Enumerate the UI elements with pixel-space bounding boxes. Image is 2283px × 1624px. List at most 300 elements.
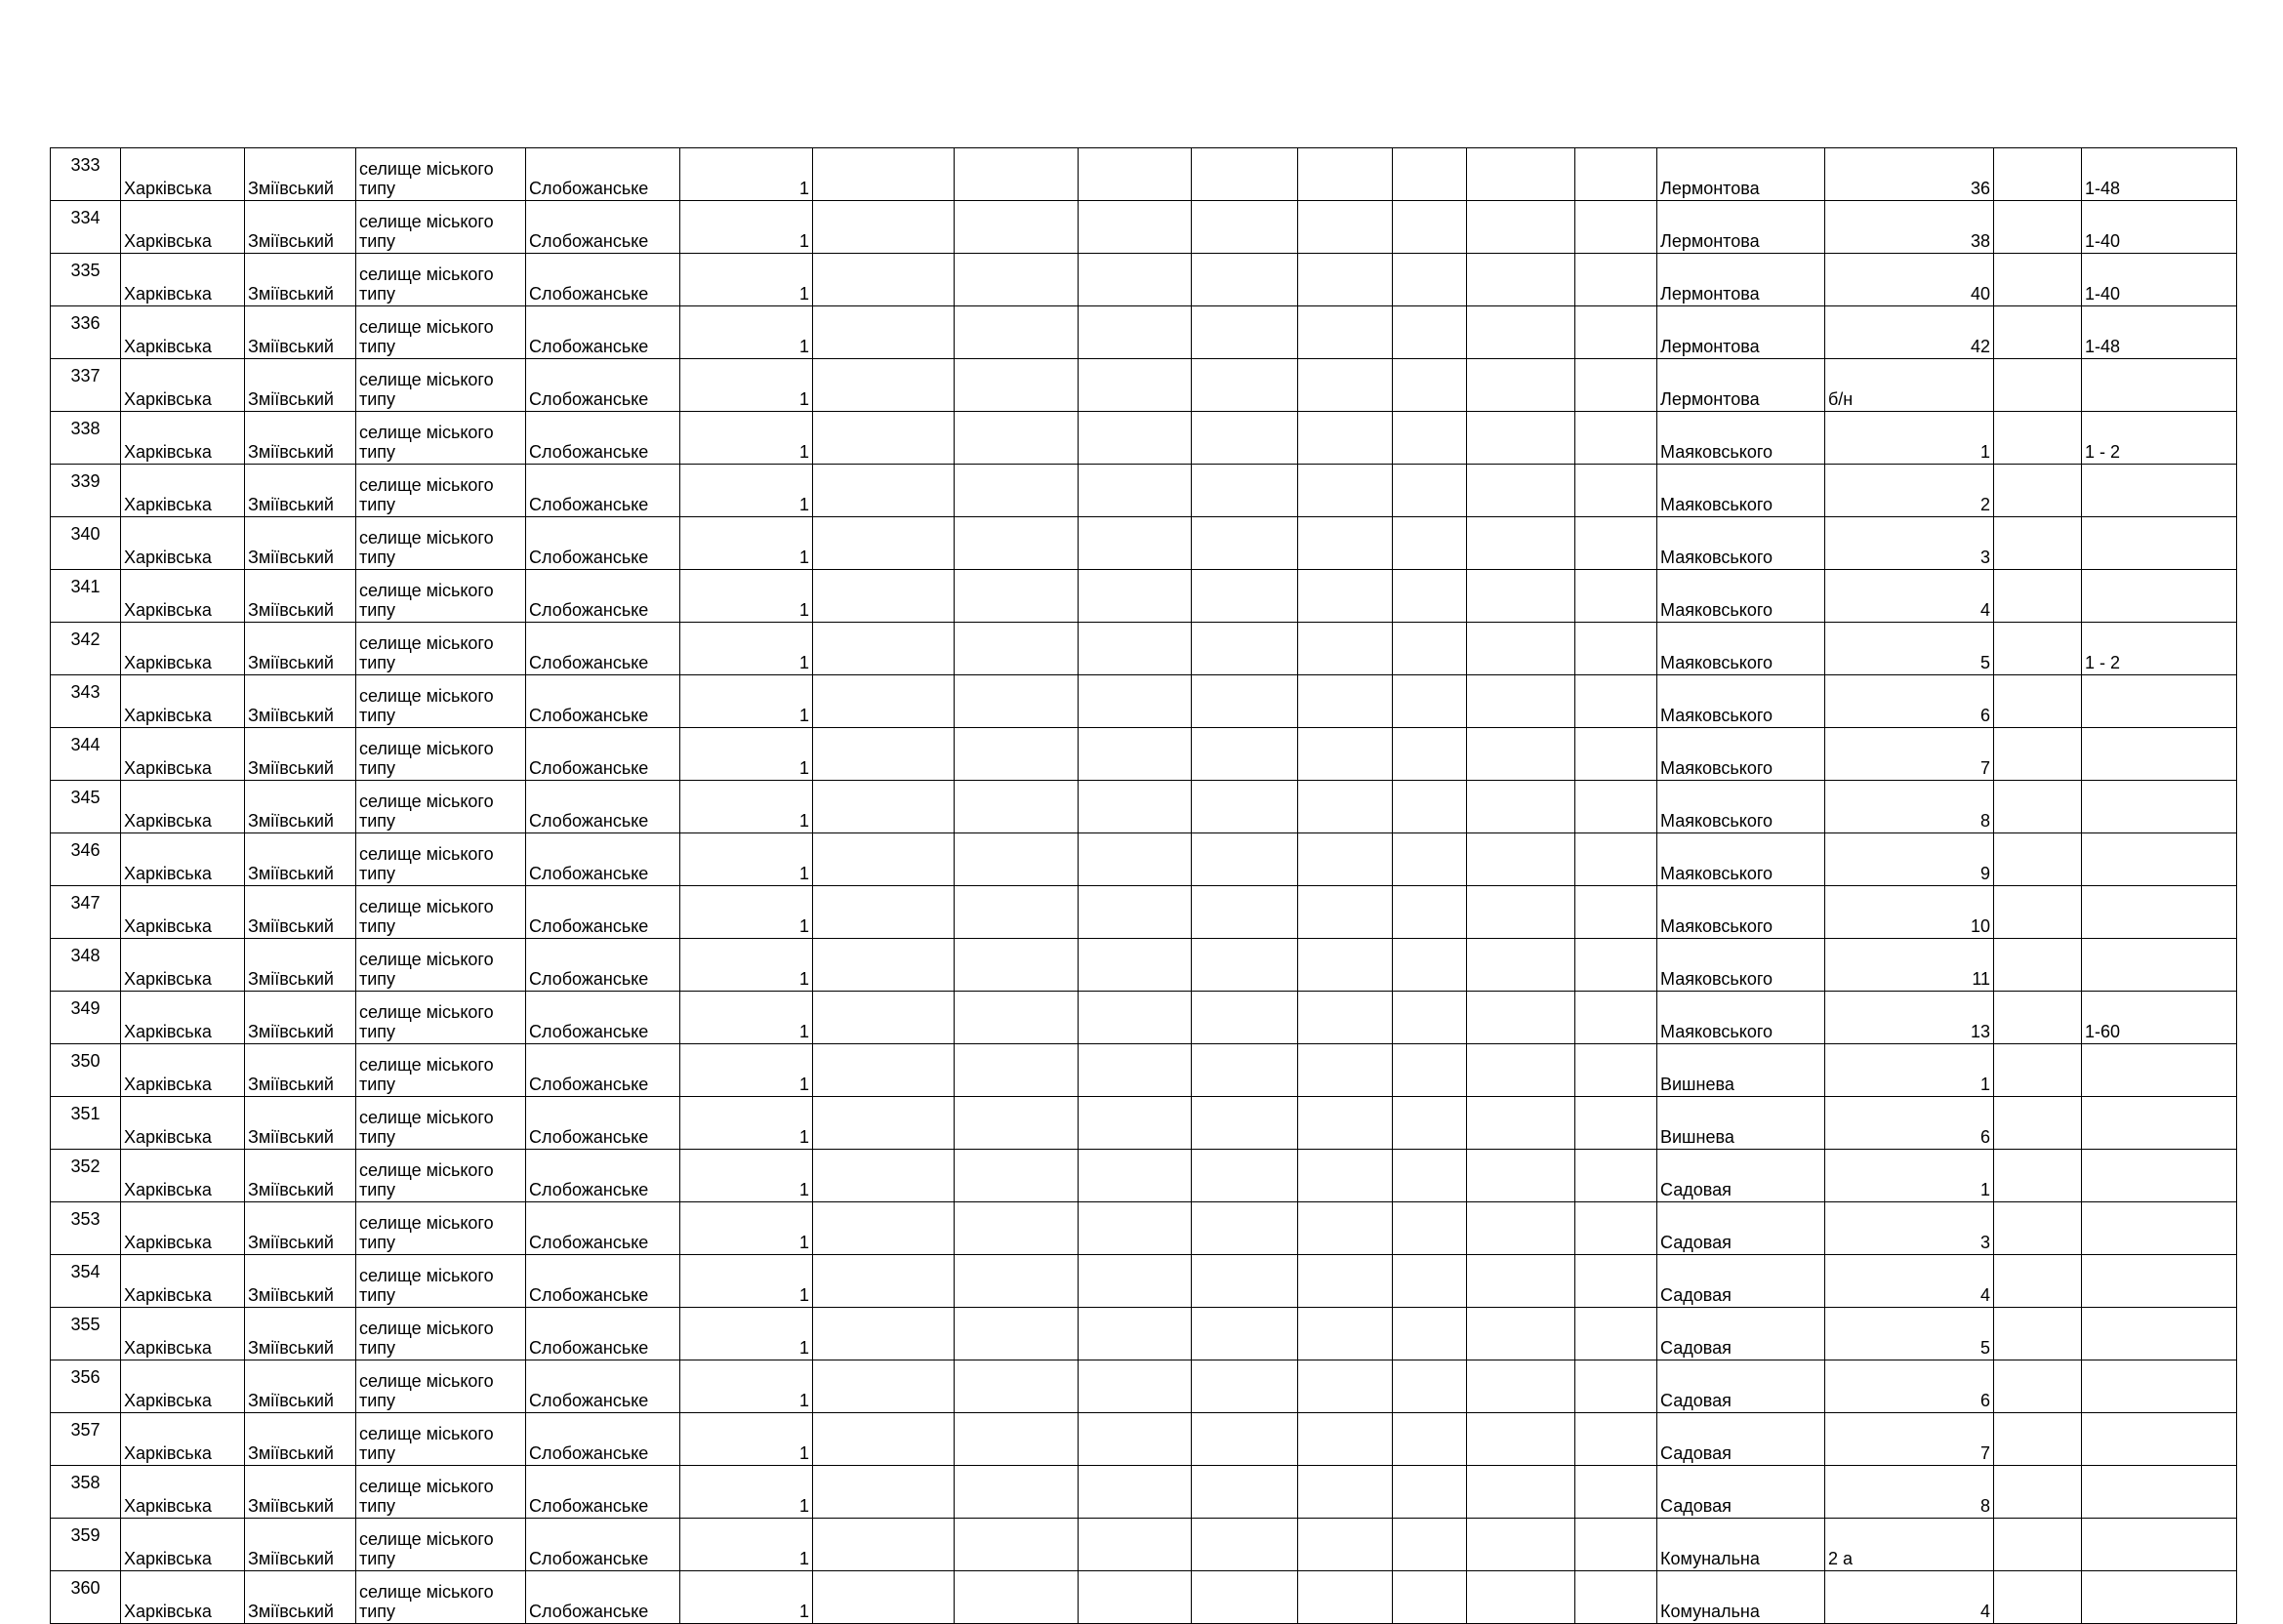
empty-cell — [1192, 1571, 1298, 1624]
empty-cell — [1192, 1413, 1298, 1466]
table-row — [51, 1519, 2237, 1571]
empty-cell — [955, 359, 1079, 412]
settlement-type-line-1: селище міського — [359, 1582, 494, 1602]
district-cell: Зміївський — [245, 1519, 356, 1571]
region-cell: Харківська — [121, 623, 245, 675]
empty-cell — [813, 886, 955, 939]
apartments-cell — [2082, 1466, 2237, 1519]
apartments-cell — [2082, 1044, 2237, 1097]
region-cell: Харківська — [121, 412, 245, 465]
settlement-type-line-2: типу — [359, 706, 396, 725]
district-cell: Зміївський — [245, 781, 356, 833]
settlement-type-line-1: селище міського — [359, 1160, 494, 1180]
settlement-type-cell — [356, 833, 526, 886]
empty-cell — [1575, 148, 1657, 201]
house-number-cell: б/н — [1825, 359, 1994, 412]
house-number-cell: 3 — [1825, 517, 1994, 570]
apartments-cell: 1-48 — [2082, 148, 2237, 201]
count-cell: 1 — [680, 939, 813, 992]
settlement-type-line-1: селище міського — [359, 897, 494, 916]
empty-cell — [1298, 1360, 1393, 1413]
empty-cell — [1575, 1255, 1657, 1308]
street-cell: Садовая — [1657, 1150, 1825, 1202]
row-number-cell: 357 — [51, 1413, 121, 1466]
empty-cell — [1994, 1097, 2082, 1150]
empty-cell — [1575, 886, 1657, 939]
apartments-cell — [2082, 1255, 2237, 1308]
empty-cell — [813, 359, 955, 412]
house-number-cell: 4 — [1825, 570, 1994, 623]
empty-cell — [813, 1413, 955, 1466]
settlement-name-cell: Слобожанське — [526, 1571, 680, 1624]
empty-cell — [1575, 465, 1657, 517]
empty-cell — [1393, 1413, 1467, 1466]
region-cell: Харківська — [121, 728, 245, 781]
empty-cell — [813, 1150, 955, 1202]
settlement-type-line-2: типу — [359, 389, 396, 409]
empty-cell — [1192, 1308, 1298, 1360]
settlement-type-line-1: селище міського — [359, 159, 494, 179]
settlement-type-line-1: селище міського — [359, 212, 494, 231]
settlement-type-line-1: селище міського — [359, 792, 494, 811]
empty-cell — [1192, 148, 1298, 201]
empty-cell — [1994, 1413, 2082, 1466]
district-cell: Зміївський — [245, 1097, 356, 1150]
empty-cell — [1575, 1202, 1657, 1255]
row-number-cell: 343 — [51, 675, 121, 728]
empty-cell — [1192, 306, 1298, 359]
street-cell: Садовая — [1657, 1202, 1825, 1255]
row-number-cell: 348 — [51, 939, 121, 992]
house-number-cell: 40 — [1825, 254, 1994, 306]
settlement-type-line-1: селище міського — [359, 317, 494, 337]
street-cell: Лермонтова — [1657, 254, 1825, 306]
settlement-type-cell — [356, 254, 526, 306]
apartments-cell — [2082, 1150, 2237, 1202]
settlement-type-line-2: типу — [359, 1496, 396, 1516]
settlement-type-cell — [356, 1150, 526, 1202]
empty-cell — [1192, 992, 1298, 1044]
district-cell: Зміївський — [245, 623, 356, 675]
empty-cell — [1994, 992, 2082, 1044]
settlement-type-cell — [356, 992, 526, 1044]
empty-cell — [955, 1571, 1079, 1624]
empty-cell — [1467, 1255, 1575, 1308]
settlement-type-cell — [356, 939, 526, 992]
region-cell: Харківська — [121, 675, 245, 728]
empty-cell — [1467, 1308, 1575, 1360]
street-cell: Лермонтова — [1657, 359, 1825, 412]
count-cell: 1 — [680, 1413, 813, 1466]
row-number-cell: 353 — [51, 1202, 121, 1255]
count-cell: 1 — [680, 465, 813, 517]
empty-cell — [955, 992, 1079, 1044]
empty-cell — [1079, 886, 1192, 939]
empty-cell — [813, 517, 955, 570]
table-row — [51, 1202, 2237, 1255]
empty-cell — [813, 1571, 955, 1624]
empty-cell — [1079, 306, 1192, 359]
table-row — [51, 675, 2237, 728]
empty-cell — [813, 1360, 955, 1413]
settlement-name-cell: Слобожанське — [526, 1150, 680, 1202]
empty-cell — [1994, 201, 2082, 254]
empty-cell — [955, 1097, 1079, 1150]
settlement-type-line-2: типу — [359, 337, 396, 356]
settlement-type-cell — [356, 886, 526, 939]
row-number-cell: 352 — [51, 1150, 121, 1202]
empty-cell — [1393, 675, 1467, 728]
settlement-type-cell — [356, 1571, 526, 1624]
apartments-cell — [2082, 833, 2237, 886]
empty-cell — [1298, 148, 1393, 201]
empty-cell — [955, 1519, 1079, 1571]
empty-cell — [1994, 1360, 2082, 1413]
district-cell: Зміївський — [245, 148, 356, 201]
empty-cell — [1994, 359, 2082, 412]
table-row — [51, 1413, 2237, 1466]
row-number-cell: 347 — [51, 886, 121, 939]
empty-cell — [1994, 781, 2082, 833]
empty-cell — [955, 1360, 1079, 1413]
empty-cell — [1994, 1308, 2082, 1360]
table-row — [51, 833, 2237, 886]
empty-cell — [1393, 1308, 1467, 1360]
region-cell: Харківська — [121, 886, 245, 939]
empty-cell — [1467, 623, 1575, 675]
empty-cell — [1467, 1044, 1575, 1097]
row-number-cell: 342 — [51, 623, 121, 675]
table-row — [51, 886, 2237, 939]
empty-cell — [813, 728, 955, 781]
empty-cell — [1192, 939, 1298, 992]
empty-cell — [1467, 1466, 1575, 1519]
empty-cell — [1994, 886, 2082, 939]
street-cell: Садовая — [1657, 1360, 1825, 1413]
empty-cell — [1467, 570, 1575, 623]
empty-cell — [1079, 675, 1192, 728]
empty-cell — [955, 254, 1079, 306]
count-cell: 1 — [680, 570, 813, 623]
empty-cell — [955, 1202, 1079, 1255]
settlement-type-cell — [356, 675, 526, 728]
count-cell: 1 — [680, 623, 813, 675]
empty-cell — [1467, 306, 1575, 359]
apartments-cell — [2082, 1413, 2237, 1466]
count-cell: 1 — [680, 1519, 813, 1571]
table-row — [51, 1097, 2237, 1150]
settlement-type-cell — [356, 1202, 526, 1255]
address-table — [50, 147, 2237, 1624]
apartments-cell — [2082, 939, 2237, 992]
street-cell: Вишнева — [1657, 1044, 1825, 1097]
empty-cell — [813, 675, 955, 728]
region-cell: Харківська — [121, 781, 245, 833]
district-cell: Зміївський — [245, 570, 356, 623]
settlement-type-line-1: селище міського — [359, 686, 494, 706]
table-row — [51, 517, 2237, 570]
empty-cell — [1467, 1150, 1575, 1202]
settlement-type-line-2: типу — [359, 442, 396, 462]
empty-cell — [1467, 833, 1575, 886]
table-row — [51, 728, 2237, 781]
empty-cell — [1994, 728, 2082, 781]
row-number-cell: 340 — [51, 517, 121, 570]
empty-cell — [1994, 833, 2082, 886]
empty-cell — [1079, 254, 1192, 306]
settlement-name-cell: Слобожанське — [526, 992, 680, 1044]
settlement-type-line-2: типу — [359, 548, 396, 567]
table-row — [51, 1466, 2237, 1519]
region-cell: Харківська — [121, 1044, 245, 1097]
region-cell: Харківська — [121, 1466, 245, 1519]
settlement-type-cell — [356, 1360, 526, 1413]
settlement-type-cell — [356, 1255, 526, 1308]
settlement-type-cell — [356, 623, 526, 675]
table-row — [51, 465, 2237, 517]
region-cell: Харківська — [121, 570, 245, 623]
empty-cell — [1079, 1360, 1192, 1413]
row-number-cell: 360 — [51, 1571, 121, 1624]
empty-cell — [813, 1466, 955, 1519]
street-cell: Маяковського — [1657, 781, 1825, 833]
empty-cell — [1575, 1571, 1657, 1624]
empty-cell — [1298, 570, 1393, 623]
empty-cell — [813, 1519, 955, 1571]
empty-cell — [1467, 254, 1575, 306]
row-number-cell: 339 — [51, 465, 121, 517]
empty-cell — [1994, 570, 2082, 623]
empty-cell — [1575, 781, 1657, 833]
settlement-name-cell: Слобожанське — [526, 939, 680, 992]
settlement-type-line-2: типу — [359, 231, 396, 251]
settlement-type-line-1: селище міського — [359, 1371, 494, 1391]
empty-cell — [1192, 1360, 1298, 1413]
empty-cell — [1393, 306, 1467, 359]
count-cell: 1 — [680, 1571, 813, 1624]
empty-cell — [955, 886, 1079, 939]
row-number-cell: 359 — [51, 1519, 121, 1571]
table-row — [51, 1360, 2237, 1413]
street-cell: Маяковського — [1657, 517, 1825, 570]
empty-cell — [1192, 465, 1298, 517]
empty-cell — [955, 1466, 1079, 1519]
settlement-type-line-1: селище міського — [359, 1213, 494, 1233]
empty-cell — [955, 675, 1079, 728]
empty-cell — [1467, 201, 1575, 254]
empty-cell — [1467, 1571, 1575, 1624]
apartments-cell — [2082, 675, 2237, 728]
settlement-type-line-2: типу — [359, 864, 396, 883]
settlement-type-cell — [356, 359, 526, 412]
table-row — [51, 1571, 2237, 1624]
empty-cell — [1393, 728, 1467, 781]
empty-cell — [1192, 623, 1298, 675]
region-cell: Харківська — [121, 306, 245, 359]
table-row — [51, 359, 2237, 412]
empty-cell — [1393, 1097, 1467, 1150]
empty-cell — [1393, 1150, 1467, 1202]
empty-cell — [813, 1044, 955, 1097]
settlement-type-line-2: типу — [359, 1180, 396, 1199]
settlement-type-line-2: типу — [359, 916, 396, 936]
empty-cell — [955, 1308, 1079, 1360]
row-number-cell: 351 — [51, 1097, 121, 1150]
empty-cell — [955, 201, 1079, 254]
table-row — [51, 148, 2237, 201]
settlement-type-line-1: селище міського — [359, 1424, 494, 1443]
district-cell: Зміївський — [245, 1308, 356, 1360]
empty-cell — [1393, 359, 1467, 412]
house-number-cell: 13 — [1825, 992, 1994, 1044]
settlement-type-line-1: селище міського — [359, 475, 494, 495]
empty-cell — [1079, 1255, 1192, 1308]
empty-cell — [1298, 1308, 1393, 1360]
apartments-cell — [2082, 465, 2237, 517]
settlement-type-line-2: типу — [359, 179, 396, 198]
apartments-cell — [2082, 570, 2237, 623]
empty-cell — [1994, 675, 2082, 728]
settlement-name-cell: Слобожанське — [526, 1519, 680, 1571]
district-cell: Зміївський — [245, 412, 356, 465]
empty-cell — [1575, 412, 1657, 465]
house-number-cell: 5 — [1825, 623, 1994, 675]
table-row — [51, 623, 2237, 675]
empty-cell — [1298, 1150, 1393, 1202]
empty-cell — [1467, 412, 1575, 465]
street-cell: Маяковського — [1657, 623, 1825, 675]
settlement-name-cell: Слобожанське — [526, 517, 680, 570]
empty-cell — [1467, 1413, 1575, 1466]
settlement-type-cell — [356, 1044, 526, 1097]
empty-cell — [955, 623, 1079, 675]
district-cell: Зміївський — [245, 1466, 356, 1519]
settlement-type-cell — [356, 517, 526, 570]
region-cell: Харківська — [121, 1097, 245, 1150]
empty-cell — [1575, 1044, 1657, 1097]
settlement-type-line-2: типу — [359, 1602, 396, 1621]
empty-cell — [1994, 1466, 2082, 1519]
empty-cell — [1079, 1044, 1192, 1097]
settlement-type-cell — [356, 1308, 526, 1360]
settlement-name-cell: Слобожанське — [526, 675, 680, 728]
apartments-cell — [2082, 781, 2237, 833]
settlement-type-line-2: типу — [359, 495, 396, 514]
region-cell: Харківська — [121, 1413, 245, 1466]
empty-cell — [1192, 1097, 1298, 1150]
count-cell: 1 — [680, 1360, 813, 1413]
apartments-cell: 1-40 — [2082, 201, 2237, 254]
street-cell: Маяковського — [1657, 833, 1825, 886]
empty-cell — [813, 306, 955, 359]
region-cell: Харківська — [121, 939, 245, 992]
empty-cell — [1994, 148, 2082, 201]
empty-cell — [955, 939, 1079, 992]
district-cell: Зміївський — [245, 992, 356, 1044]
settlement-name-cell: Слобожанське — [526, 1413, 680, 1466]
empty-cell — [1393, 254, 1467, 306]
region-cell: Харківська — [121, 1255, 245, 1308]
empty-cell — [955, 1413, 1079, 1466]
house-number-cell: 36 — [1825, 148, 1994, 201]
empty-cell — [1298, 728, 1393, 781]
empty-cell — [955, 148, 1079, 201]
empty-cell — [955, 306, 1079, 359]
district-cell: Зміївський — [245, 1360, 356, 1413]
settlement-name-cell: Слобожанське — [526, 623, 680, 675]
district-cell: Зміївський — [245, 201, 356, 254]
table-row — [51, 992, 2237, 1044]
count-cell: 1 — [680, 201, 813, 254]
empty-cell — [1575, 306, 1657, 359]
empty-cell — [1994, 1571, 2082, 1624]
empty-cell — [1575, 992, 1657, 1044]
region-cell: Харківська — [121, 359, 245, 412]
settlement-type-line-1: селище міського — [359, 844, 494, 864]
settlement-type-line-2: типу — [359, 1285, 396, 1305]
settlement-type-line-1: селище міського — [359, 423, 494, 442]
count-cell: 1 — [680, 1308, 813, 1360]
empty-cell — [955, 833, 1079, 886]
count-cell: 1 — [680, 833, 813, 886]
count-cell: 1 — [680, 992, 813, 1044]
empty-cell — [1994, 306, 2082, 359]
settlement-name-cell: Слобожанське — [526, 570, 680, 623]
count-cell: 1 — [680, 781, 813, 833]
district-cell: Зміївський — [245, 833, 356, 886]
empty-cell — [1393, 465, 1467, 517]
settlement-type-cell — [356, 1519, 526, 1571]
street-cell: Маяковського — [1657, 675, 1825, 728]
empty-cell — [1192, 1150, 1298, 1202]
row-number-cell: 336 — [51, 306, 121, 359]
region-cell: Харківська — [121, 1360, 245, 1413]
empty-cell — [1393, 992, 1467, 1044]
table-row — [51, 1150, 2237, 1202]
table-body — [51, 148, 2237, 1624]
empty-cell — [1298, 886, 1393, 939]
house-number-cell: 1 — [1825, 412, 1994, 465]
settlement-type-cell — [356, 1413, 526, 1466]
row-number-cell: 341 — [51, 570, 121, 623]
count-cell: 1 — [680, 359, 813, 412]
empty-cell — [1575, 1097, 1657, 1150]
empty-cell — [1298, 1255, 1393, 1308]
empty-cell — [1192, 254, 1298, 306]
settlement-type-line-2: типу — [359, 653, 396, 672]
settlement-name-cell: Слобожанське — [526, 1308, 680, 1360]
street-cell: Садовая — [1657, 1308, 1825, 1360]
empty-cell — [1575, 1150, 1657, 1202]
empty-cell — [1575, 517, 1657, 570]
settlement-type-cell — [356, 201, 526, 254]
empty-cell — [1079, 1413, 1192, 1466]
house-number-cell: 3 — [1825, 1202, 1994, 1255]
settlement-name-cell: Слобожанське — [526, 359, 680, 412]
settlement-type-line-2: типу — [359, 1022, 396, 1041]
region-cell: Харківська — [121, 1519, 245, 1571]
row-number-cell: 355 — [51, 1308, 121, 1360]
settlement-type-line-2: типу — [359, 1075, 396, 1094]
empty-cell — [1575, 1308, 1657, 1360]
empty-cell — [1393, 781, 1467, 833]
empty-cell — [955, 412, 1079, 465]
row-number-cell: 354 — [51, 1255, 121, 1308]
empty-cell — [1575, 359, 1657, 412]
empty-cell — [813, 570, 955, 623]
settlement-type-cell — [356, 412, 526, 465]
empty-cell — [1575, 254, 1657, 306]
